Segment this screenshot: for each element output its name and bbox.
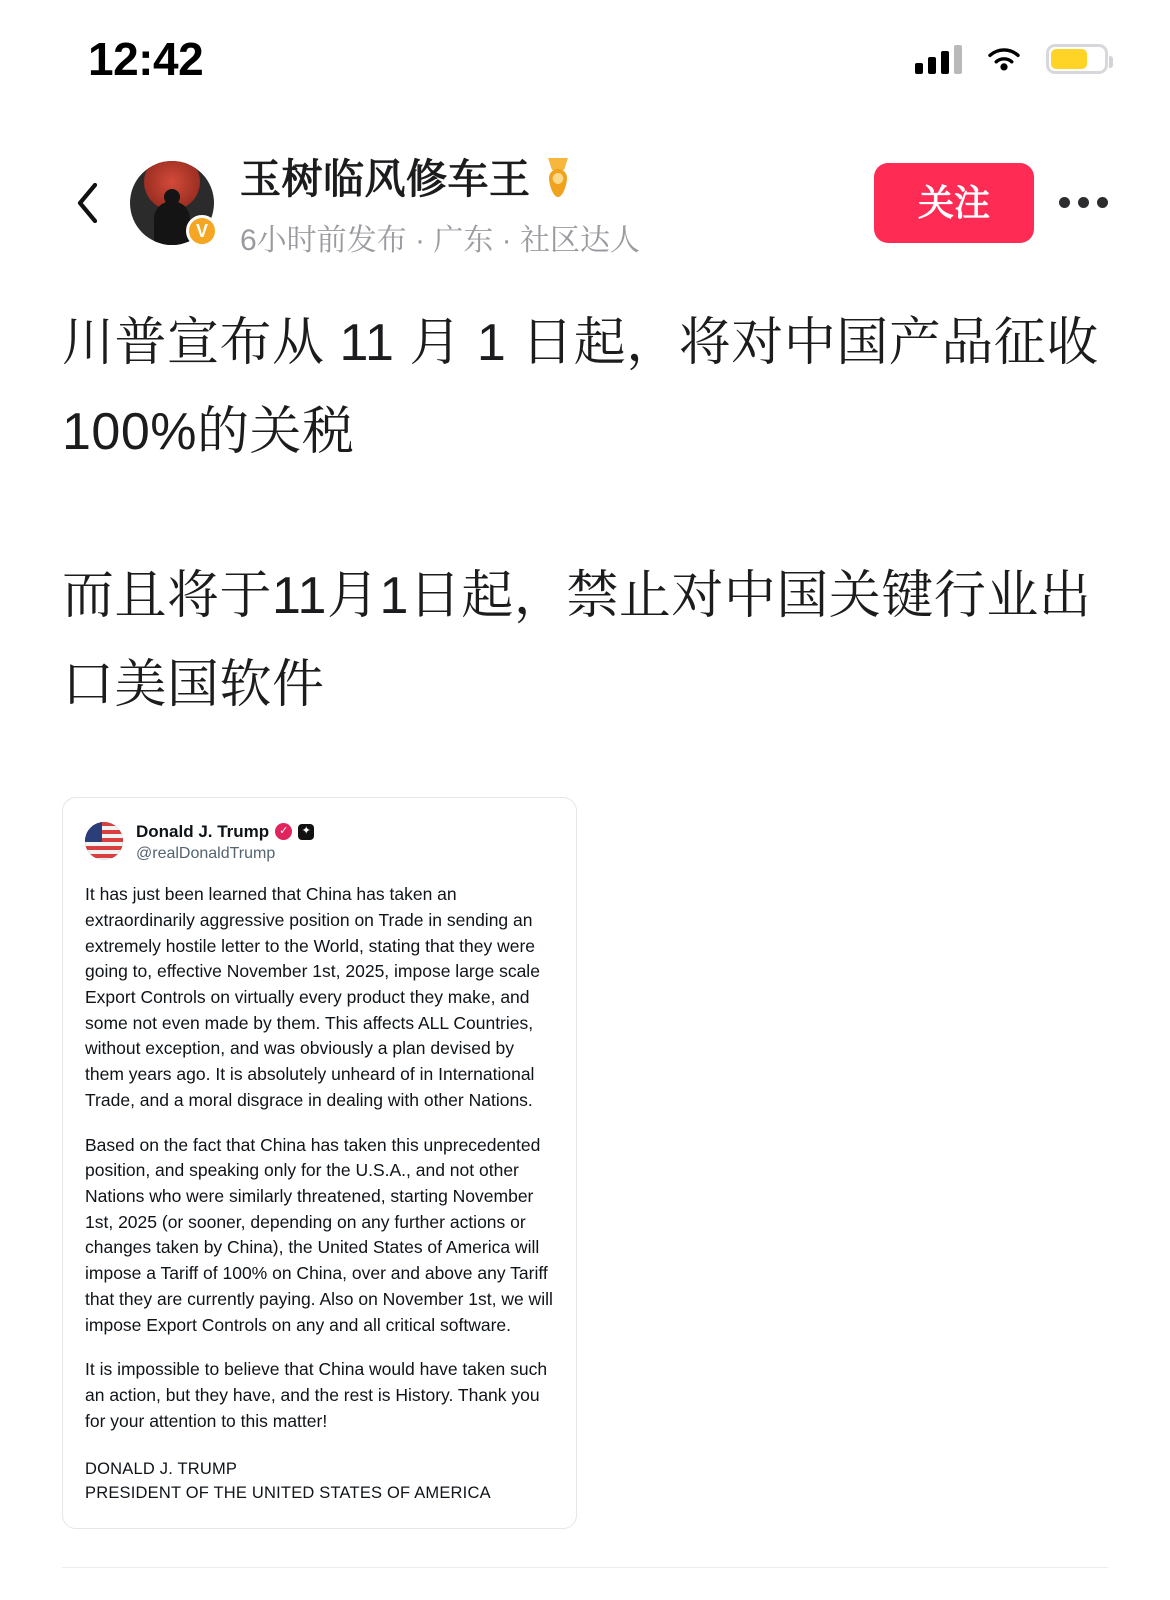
- wifi-icon: [984, 44, 1024, 74]
- verified-badge-icon: V: [186, 215, 218, 247]
- back-chevron-icon: [76, 183, 98, 223]
- content-divider: [62, 1567, 1108, 1568]
- user-name[interactable]: 玉树临风修车王: [240, 156, 531, 202]
- follow-button[interactable]: 关注: [874, 163, 1034, 243]
- tweet-paragraph-1: It has just been learned that China has taken an extraordinarily aggressive position on Trade in sending an extremely hostile letter to the World, stating that they were going to, effective November 1st, 2025, impose large scale Export Controls on virtually every product they make, and some not even made by them. This affects ALL Countries, without exception, and was obviously a plan devised by them years ago. It is absolutely unheard of in International Trade, and a moral disgrace in dealing with other Nations.: [85, 884, 540, 1110]
- avatar[interactable]: [130, 161, 214, 245]
- battery-icon: [1046, 44, 1108, 74]
- signature-name: DONALD J. TRUMP: [85, 1459, 238, 1478]
- user-info: [240, 146, 860, 259]
- tweet-avatar: [85, 822, 123, 860]
- tweet-signature: [85, 1457, 554, 1507]
- tweet-header: [85, 822, 554, 863]
- medal-icon: [541, 155, 575, 197]
- tweet-author-name: Donald J. Trump: [136, 821, 270, 841]
- post-paragraph-1: 川普宣布从 11 月 1 日起，将对中国产品征收100%的关税: [62, 314, 1099, 462]
- tweet-body: [85, 882, 554, 1434]
- embedded-tweet-card[interactable]: [62, 797, 577, 1529]
- tweet-handle: @realDonaldTrump: [136, 845, 276, 863]
- status-time: 12:42: [88, 33, 204, 85]
- premium-badge-icon: ✦: [298, 824, 314, 840]
- post-content: [0, 283, 1170, 731]
- back-button[interactable]: [54, 170, 120, 236]
- more-dots-icon[interactable]: [1044, 168, 1122, 238]
- status-indicators: [915, 44, 1108, 74]
- post-meta: 6小时前发布 · 广东 · 社区达人: [240, 224, 641, 257]
- status-bar: [0, 0, 1170, 118]
- signature-title: PRESIDENT OF THE UNITED STATES OF AMERICA: [85, 1484, 491, 1503]
- tweet-paragraph-3: It is impossible to believe that China would have taken such an action, but they have, and the rest is History. Thank you for your attention to this matter!: [85, 1359, 548, 1431]
- verified-check-icon: ✓: [275, 823, 292, 840]
- cellular-signal-icon: [915, 44, 962, 74]
- post-header: [0, 118, 1170, 283]
- post-paragraph-2: 而且将于11月1日起，禁止对中国关键行业出口美国软件: [62, 566, 1092, 715]
- tweet-paragraph-2: Based on the fact that China has taken this unprecedented position, and speaking only for the U.S.A., and not other Nations who were similarly threatened, starting November 1st, 2025 (or sooner, depending on any further actions or changes taken by China), the United States of America will impose a Tariff of 100% on China, over and above any Tariff that they are currently paying. Also on November 1st, we will impose Export Controls on any and all critical software.: [85, 1134, 553, 1335]
